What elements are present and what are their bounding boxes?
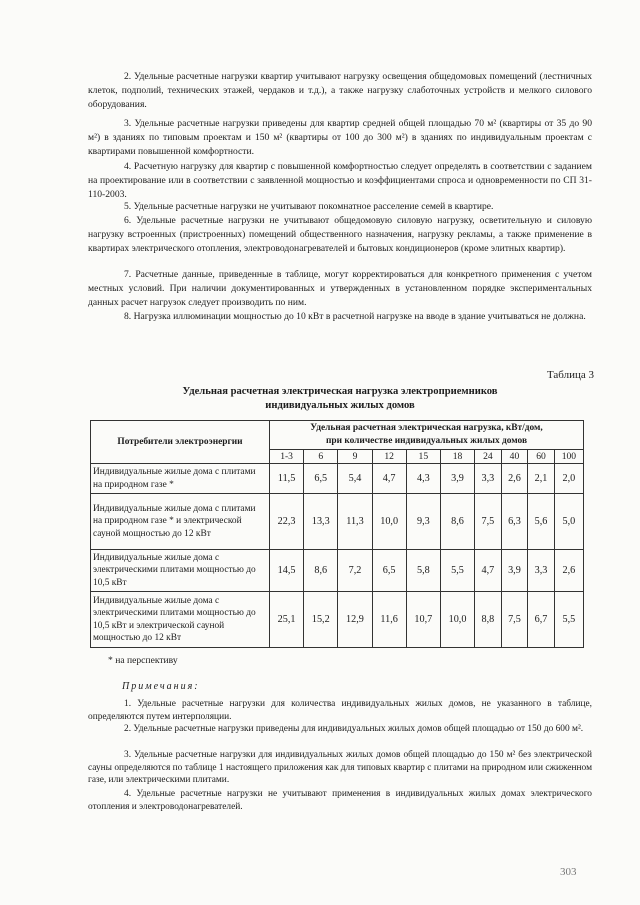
value-cell: 3,9	[440, 464, 474, 494]
page-number: 303	[560, 866, 577, 878]
value-cell: 7,5	[501, 592, 528, 648]
table-row	[91, 550, 584, 592]
load-header-line2: при количестве индивидуальных жилых домов	[325, 436, 528, 446]
value-cell: 10,0	[372, 494, 406, 550]
value-cell: 8,6	[304, 550, 338, 592]
value-cell: 5,5	[554, 592, 583, 648]
load-header-line1: Удельная расчетная электрическая нагрузка, кВт/дом,	[310, 423, 543, 433]
value-cell: 11,5	[270, 464, 304, 494]
value-cell: 5,4	[338, 464, 372, 494]
load-table	[90, 420, 584, 648]
value-cell: 12,9	[338, 592, 372, 648]
paragraph-7: 7. Расчетные данные, приведенные в таблице, могут корректироваться для конкретного применения с учетом местных условий. При наличии документированных и утвержденных в установленном порядке экспериментальных данных расчет нагрузок следует производить по ним.	[88, 269, 592, 308]
value-cell: 2,6	[501, 464, 528, 494]
value-cell: 5,6	[528, 494, 555, 550]
value-cell: 7,2	[338, 550, 372, 592]
consumers-header: Потребители электроэнергии	[91, 421, 270, 464]
value-cell: 10,0	[440, 592, 474, 648]
note-2: 2. Удельные расчетные нагрузки приведены для индивидуальных жилых домов общей площадью от 150 до 600 м².	[124, 724, 584, 734]
paragraph-5: 5. Удельные расчетные нагрузки не учитывают покомнатное расселение семей в квартире.	[124, 201, 494, 212]
value-cell: 11,6	[372, 592, 406, 648]
value-cell: 5,0	[554, 494, 583, 550]
consumer-cell: Индивидуальные жилые дома с плитами на природном газе *	[91, 464, 270, 494]
value-cell: 2,0	[554, 464, 583, 494]
count-col: 12	[372, 450, 406, 464]
value-cell: 11,3	[338, 494, 372, 550]
value-cell: 3,9	[501, 550, 528, 592]
paragraph-6: 6. Удельные расчетные нагрузки не учитывают общедомовую силовую нагрузку, осветительную и силовую нагрузку встроенных (пристроенных) помещений общественного назначения, нагрузку рекламы, а также применение в квартирах электрического отопления, электроводонагревателей и бытовых кондиционеров (кроме элитных квартир).	[88, 215, 592, 254]
value-cell: 6,7	[528, 592, 555, 648]
value-cell: 4,7	[372, 464, 406, 494]
count-col: 9	[338, 450, 372, 464]
load-header	[270, 421, 584, 450]
consumer-cell: Индивидуальные жилые дома с плитами на природном газе * и электрической сауной мощностью до 12 кВт	[91, 494, 270, 550]
consumer-cell: Индивидуальные жилые дома с электрическими плитами мощностью до 10,5 кВт и электрической сауной мощностью до 12 кВт	[91, 592, 270, 648]
value-cell: 25,1	[270, 592, 304, 648]
value-cell: 2,1	[528, 464, 555, 494]
table-row	[91, 592, 584, 648]
notes-heading: Примечания:	[122, 681, 200, 692]
paragraph-8: 8. Нагрузка иллюминации мощностью до 10 кВт в расчетной нагрузке на вводе в здание учитываться не должна.	[124, 311, 586, 322]
count-col: 18	[440, 450, 474, 464]
value-cell: 15,2	[304, 592, 338, 648]
consumer-cell: Индивидуальные жилые дома с электрическими плитами мощностью до 10,5 кВт	[91, 550, 270, 592]
table-row	[91, 464, 584, 494]
count-col: 40	[501, 450, 528, 464]
table-title-line1: Удельная расчетная электрическая нагрузка электроприемников	[182, 386, 498, 397]
count-col: 100	[554, 450, 583, 464]
value-cell: 9,3	[406, 494, 440, 550]
note-1: 1. Удельные расчетные нагрузки для количества индивидуальных жилых домов, не указанного в таблице, определяются путем интерполяции.	[88, 699, 592, 722]
table-title-line2: индивидуальных жилых домов	[265, 400, 415, 411]
value-cell: 13,3	[304, 494, 338, 550]
paragraph-2: 2. Удельные расчетные нагрузки квартир учитывают нагрузку освещения общедомовых помещений (лестничных клеток, подполий, технических этажей, чердаков и т.д.), а также нагрузку слаботочных устройств и мелкого силового оборудования.	[88, 71, 592, 110]
count-col: 24	[475, 450, 502, 464]
table-footnote: * на перспективу	[108, 655, 178, 666]
note-4: 4. Удельные расчетные нагрузки не учитывают применения в индивидуальных жилых домах электрического отопления и электроводонагревателей.	[88, 789, 592, 812]
value-cell: 10,7	[406, 592, 440, 648]
table-label: Таблица 3	[546, 369, 594, 381]
value-cell: 3,3	[528, 550, 555, 592]
count-col: 15	[406, 450, 440, 464]
table-row	[91, 494, 584, 550]
table-title	[88, 385, 592, 413]
count-col: 6	[304, 450, 338, 464]
value-cell: 5,8	[406, 550, 440, 592]
value-cell: 3,3	[475, 464, 502, 494]
paragraph-4: 4. Расчетную нагрузку для квартир с повышенной комфортностью следует определять в соответствии с заданием на проектирование или в соответствии с заявленной мощностью и коэффициентами спроса и одновременности по СП 31-110-2003.	[88, 161, 592, 200]
value-cell: 6,3	[501, 494, 528, 550]
table-header-row	[91, 421, 584, 450]
value-cell: 22,3	[270, 494, 304, 550]
value-cell: 5,5	[440, 550, 474, 592]
value-cell: 6,5	[372, 550, 406, 592]
count-col: 60	[528, 450, 555, 464]
value-cell: 2,6	[554, 550, 583, 592]
note-3: 3. Удельные расчетные нагрузки для индивидуальных жилых домов общей площадью до 150 м² без электрической сауны определяются по таблице 1 настоящего приложения как для типовых квартир с плитами на природном или сжиженном газе, или электрическими плитами.	[88, 750, 592, 785]
value-cell: 14,5	[270, 550, 304, 592]
value-cell: 8,8	[475, 592, 502, 648]
value-cell: 6,5	[304, 464, 338, 494]
value-cell: 7,5	[475, 494, 502, 550]
value-cell: 8,6	[440, 494, 474, 550]
value-cell: 4,7	[475, 550, 502, 592]
paragraph-3: 3. Удельные расчетные нагрузки приведены для квартир средней общей площадью 70 м² (квартиры от 35 до 90 м²) в зданиях по типовым проектам и 150 м² (квартиры от 100 до 300 м²) в зданиях по индивидуальным проектам с квартирами повышенной комфортности.	[88, 118, 592, 157]
value-cell: 4,3	[406, 464, 440, 494]
count-col: 1-3	[270, 450, 304, 464]
